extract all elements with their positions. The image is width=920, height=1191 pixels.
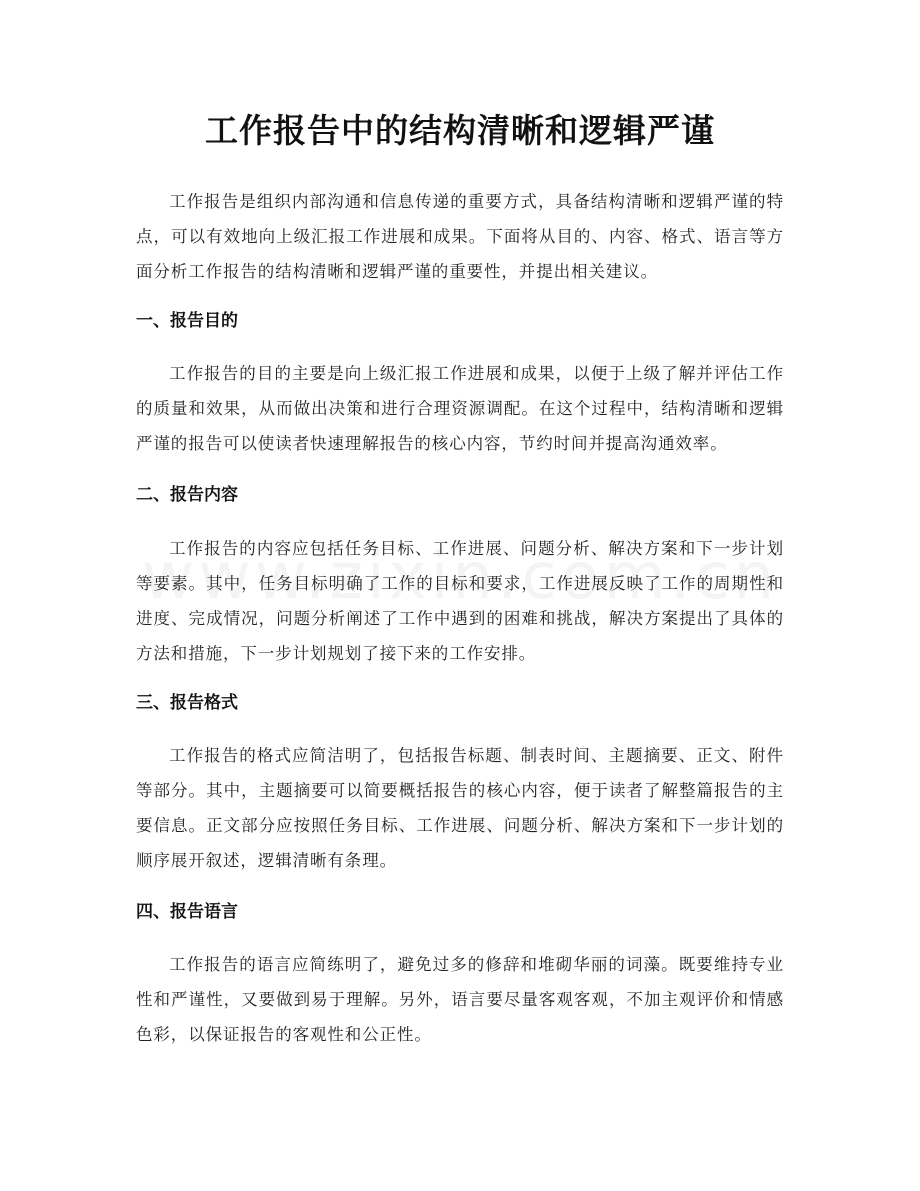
section-heading-content: 二、报告内容 bbox=[136, 485, 238, 505]
section-body-format: 工作报告的格式应简洁明了，包括报告标题、制表时间、主题摘要、正文、附件等部分。其中，主题摘要可以简要概括报告的核心内容，便于读者了解整篇报告的主要信息。正文部分应按照任务目标、工作进展、问题分析、解决方案和下一步计划的顺序展开叙述，逻辑清晰有条理。 bbox=[136, 746, 784, 870]
section-heading-language: 四、报告语言 bbox=[136, 902, 238, 922]
section-body-content: 工作报告的内容应包括任务目标、工作进展、问题分析、解决方案和下一步计划等要素。其中，任务目标明确了工作的目标和要求，工作进展反映了工作的周期性和进度、完成情况，问题分析阐述了工作中遇到的困难和挑战，解决方案提出了具体的方法和措施，下一步计划规划了接下来的工作安排。 bbox=[136, 539, 784, 663]
intro-paragraph: 工作报告是组织内部沟通和信息传递的重要方式，具备结构清晰和逻辑严谨的特点，可以有效地向上级汇报工作进展和成果。下面将从目的、内容、格式、语言等方面分析工作报告的结构清晰和逻辑严谨的重要性，并提出相关建议。 bbox=[136, 192, 784, 281]
section-heading-format: 三、报告格式 bbox=[136, 693, 238, 713]
section-heading-purpose: 一、报告目的 bbox=[136, 311, 238, 331]
section-body-purpose: 工作报告的目的主要是向上级汇报工作进展和成果，以便于上级了解并评估工作的质量和效果，从而做出决策和进行合理资源调配。在这个过程中，结构清晰和逻辑严谨的报告可以使读者快速理解报告的核心内容，节约时间并提高沟通效率。 bbox=[136, 364, 784, 453]
document-title: 工作报告中的结构清晰和逻辑严谨 bbox=[205, 111, 715, 150]
section-body-language: 工作报告的语言应简练明了，避免过多的修辞和堆砌华丽的词藻。既要维持专业性和严谨性，又要做到易于理解。另外，语言要尽量客观客观，不加主观评价和情感色彩，以保证报告的客观性和公正性。 bbox=[136, 955, 784, 1044]
